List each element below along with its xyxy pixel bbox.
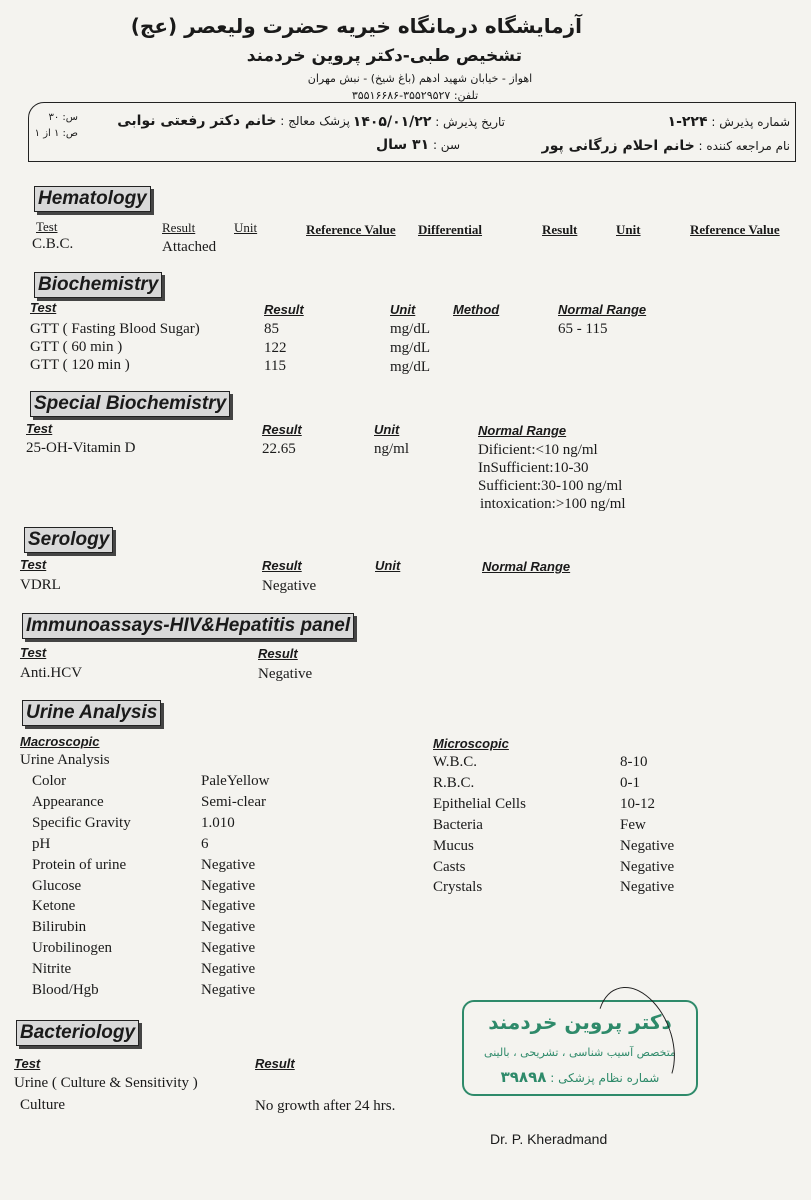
urine-macro-test: Appearance xyxy=(32,793,104,810)
corner-note-top: س: ۳۰ xyxy=(48,112,78,123)
bio-row-test: GTT ( 60 min ) xyxy=(30,339,123,355)
urine-micro-result: Few xyxy=(620,816,646,833)
urine-micro-test: Mucus xyxy=(433,837,474,854)
urine-micro-result: 10-12 xyxy=(620,795,655,812)
spb-header-normal-range: Normal Range xyxy=(478,423,567,438)
admission-date-value: ۱۴۰۵/۰۱/۲۲ xyxy=(352,114,432,130)
bio-header-result: Result xyxy=(264,302,304,317)
spb-range-line: intoxication:>100 ng/ml xyxy=(480,496,626,512)
patient-name xyxy=(541,138,790,154)
urine-microscopic-header: Microscopic xyxy=(433,736,509,751)
urine-micro-result: Negative xyxy=(620,837,675,854)
sero-header-normal-range: Normal Range xyxy=(482,559,571,574)
immuno-row-result: Negative xyxy=(258,666,313,682)
bact-row-test: Culture xyxy=(20,1097,65,1113)
section-bacteriology: Bacteriology xyxy=(16,1020,139,1046)
urine-macro-test: Specific Gravity xyxy=(32,814,131,831)
urine-micro-test: W.B.C. xyxy=(433,754,478,770)
admission-date-label: تاریخ پذیرش : xyxy=(435,115,505,129)
spb-row-unit: ng/ml xyxy=(374,441,410,457)
bio-row-unit: mg/dL xyxy=(390,321,430,337)
spb-row-test: 25-OH-Vitamin D xyxy=(26,440,136,456)
referring-doctor xyxy=(117,113,350,129)
bio-row-test: GTT ( Fasting Blood Sugar) xyxy=(30,321,200,337)
immuno-header-test: Test xyxy=(20,645,47,660)
bio-row-range: 65 - 115 xyxy=(558,321,608,337)
page-count: ص: ۱ از ۱ xyxy=(34,128,78,139)
urine-macro-result: Negative xyxy=(201,940,256,957)
hema-header-differential: Differential xyxy=(418,222,483,237)
stamp-name: دکتر پروین خردمند xyxy=(488,1010,672,1034)
age-value: ۳۱ سال xyxy=(375,137,430,153)
urine-macro-test: Color xyxy=(32,773,67,789)
spb-range-line: Dificient:<10 ng/ml xyxy=(478,442,598,458)
bio-header-method: Method xyxy=(453,302,500,317)
admission-number xyxy=(640,114,790,130)
urine-macro-test: Protein of urine xyxy=(32,856,127,873)
admission-number-value: ۲۲۴-۱ xyxy=(667,114,708,130)
spb-header-result: Result xyxy=(262,422,302,437)
bact-header-result: Result xyxy=(255,1056,295,1071)
urine-micro-test: R.B.C. xyxy=(433,774,475,791)
urine-macro-test: Bilirubin xyxy=(32,919,87,936)
urine-macro-test: Nitrite xyxy=(32,961,72,978)
patient-name-label: نام مراجعه کننده : xyxy=(698,139,790,153)
bio-row-result: 122 xyxy=(264,340,287,356)
hema-header-reference: Reference Value xyxy=(306,222,396,237)
urine-macro-test: Blood/Hgb xyxy=(32,982,99,998)
spb-range-line: InSufficient:10-30 xyxy=(478,460,589,476)
urine-macro-result: Negative xyxy=(201,898,256,915)
section-immunoassays: Immunoassays-HIV&Hepatitis panel xyxy=(22,613,354,639)
hema-header-reference2: Reference Value xyxy=(690,222,780,237)
sero-row-result: Negative xyxy=(262,578,317,594)
sero-header-test: Test xyxy=(20,557,47,572)
urine-micro-test: Epithelial Cells xyxy=(433,795,526,812)
hema-header-unit: Unit xyxy=(234,220,258,235)
bio-row-result: 85 xyxy=(264,321,279,337)
urine-micro-test: Casts xyxy=(433,858,466,875)
bio-header-unit: Unit xyxy=(390,302,416,317)
spb-header-test: Test xyxy=(26,421,53,436)
urine-micro-result: 0-1 xyxy=(620,774,640,791)
bio-header-test: Test xyxy=(30,300,57,315)
urine-macro-result: 6 xyxy=(201,835,209,852)
doctor-label: پزشک معالج : xyxy=(280,114,350,128)
section-hematology: Hematology xyxy=(34,186,151,212)
sero-header-unit: Unit xyxy=(375,558,401,573)
urine-micro-test: Bacteria xyxy=(433,816,483,833)
spb-range-line: Sufficient:30-100 ng/ml xyxy=(478,478,623,494)
hema-header-result2: Result xyxy=(542,222,578,237)
bact-row-result: No growth after 24 hrs. xyxy=(255,1098,396,1114)
doctor-value: خانم دکتر رفعتی نوابی xyxy=(117,113,277,129)
section-serology: Serology xyxy=(24,527,113,553)
urine-macro-result: PaleYellow xyxy=(201,773,270,789)
section-urine-analysis: Urine Analysis xyxy=(22,700,161,726)
section-special-biochemistry: Special Biochemistry xyxy=(30,391,230,417)
lab-name: آزمایشگاه درمانگاه خیریه حضرت ولیعصر (عج) xyxy=(130,14,582,38)
urine-macro-result: Semi-clear xyxy=(201,793,266,810)
bio-row-unit: mg/dL xyxy=(390,340,430,356)
stamp-license-number: ۳۹۸۹۸ xyxy=(500,1068,547,1086)
urine-macro-test: Urobilinogen xyxy=(32,940,112,957)
immuno-row-test: Anti.HCV xyxy=(20,665,83,681)
urine-macro-result: Negative xyxy=(201,856,256,873)
sero-row-test: VDRL xyxy=(20,577,61,593)
urine-macro-test: Glucose xyxy=(32,877,82,894)
immuno-header-result: Result xyxy=(258,646,298,661)
spb-row-result: 22.65 xyxy=(262,441,296,457)
stamp-specialty: متخصص آسیب شناسی ، تشریحی ، بالینی xyxy=(484,1046,676,1059)
bio-row-result: 115 xyxy=(264,358,286,374)
urine-macro-result: Negative xyxy=(201,961,256,978)
patient-name-value: خانم احلام زرگانی پور xyxy=(541,138,695,154)
lab-address: اهواز - خیابان شهید ادهم (باغ شیخ) - نبش مهران xyxy=(307,72,533,85)
urine-macroscopic-header: Macroscopic xyxy=(20,734,100,749)
urine-macro-result: Negative xyxy=(201,919,256,936)
bact-header-test: Test xyxy=(14,1056,41,1071)
sero-header-result: Result xyxy=(262,558,302,573)
age-label: سن : xyxy=(432,138,460,152)
admission-number-label: شماره پذیرش : xyxy=(711,115,790,129)
hema-header-result: Result xyxy=(162,220,196,235)
urine-macro-result: 1.010 xyxy=(201,814,235,831)
lab-phone: تلفن: ۳۵۵۲۹۵۲۷-۳۵۵۱۶۶۸۶ xyxy=(351,89,479,102)
spb-header-unit: Unit xyxy=(374,422,400,437)
hema-row-test: C.B.C. xyxy=(32,236,74,252)
stamp-license-label: شماره نظام پزشکی : xyxy=(550,1071,660,1085)
urine-macro-result: Negative xyxy=(201,982,256,998)
bact-group: Urine ( Culture & Sensitivity ) xyxy=(14,1075,198,1091)
doctor-signature-name: Dr. P. Kheradmand xyxy=(490,1131,608,1147)
lab-subtitle: تشخیص طبی-دکتر پروین خردمند xyxy=(246,46,522,66)
urine-micro-result: Negative xyxy=(620,858,675,875)
section-biochemistry: Biochemistry xyxy=(34,272,162,298)
hema-row-result: Attached xyxy=(162,239,217,255)
urine-macro-result: Negative xyxy=(201,877,256,894)
bio-row-unit: mg/dL xyxy=(390,359,430,375)
urine-micro-test: Crystals xyxy=(433,879,483,896)
bio-row-test: GTT ( 120 min ) xyxy=(30,357,130,373)
urine-macro-test: pH xyxy=(32,835,51,852)
urine-macro-test: Ketone xyxy=(32,898,76,915)
admission-date xyxy=(350,114,505,130)
urine-micro-result: Negative xyxy=(620,879,675,896)
urine-macro-group: Urine Analysis xyxy=(20,752,110,768)
patient-age xyxy=(350,137,460,153)
hema-header-unit2: Unit xyxy=(616,222,641,237)
urine-micro-result: 8-10 xyxy=(620,754,648,770)
hema-header-test: Test xyxy=(36,219,58,234)
bio-header-normal-range: Normal Range xyxy=(558,302,647,317)
